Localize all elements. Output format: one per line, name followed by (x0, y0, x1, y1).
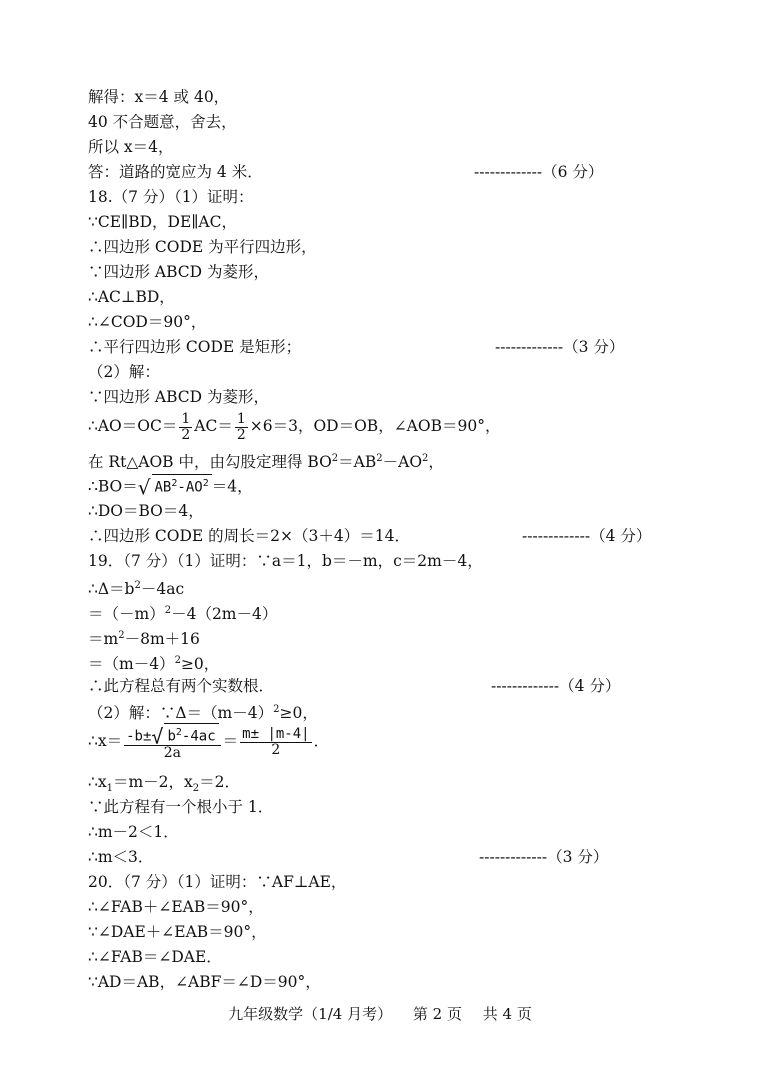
fraction-half (179, 412, 192, 443)
proof-line: ∵∠DAE＋∠EAB＝90°， (88, 923, 267, 941)
radical-sign: √ (137, 475, 151, 500)
solution-line: 40 不合题意，舍去， (88, 113, 237, 131)
exponent: 2 (134, 580, 141, 591)
part-heading (88, 700, 318, 723)
proof-line (88, 651, 219, 674)
text-segment: ≥0， (279, 704, 318, 723)
solution-line: ∵四边形 ABCD 为菱形， (88, 388, 270, 406)
text-segment: ＝m (88, 630, 119, 649)
simplified-fraction (240, 727, 311, 758)
solution-line: 解得：x＝4 或 40， (88, 88, 230, 106)
text-segment: －AO (382, 453, 423, 472)
text-segment: 在 Rt△AOB 中，由勾股定理得 BO (88, 453, 332, 472)
text-segment: ∴x＝ (88, 732, 123, 750)
proof-line (88, 576, 184, 599)
quadratic-formula-line (88, 722, 329, 761)
sqrt-line (88, 474, 253, 499)
radical-sign: √ (151, 724, 164, 749)
text-segment: ∴Δ＝b (88, 580, 135, 599)
score-marker: -------------（3 分） (495, 338, 625, 356)
exponent: 2 (174, 655, 181, 666)
proof-line: ∴∠COD＝90°， (88, 313, 207, 331)
text-segment: ＝m－2，x (112, 773, 193, 791)
proof-line: ∴此方程总有两个实数根． (88, 677, 275, 695)
fraction-line (88, 409, 500, 443)
radicand-term: -4ac (181, 728, 216, 745)
radicand-term: b (167, 728, 176, 745)
pythagoras-line (88, 449, 444, 472)
text-segment: －4（2m－4） (171, 605, 278, 624)
fraction-denominator: 2 (236, 426, 246, 443)
solution-line: 所以 x＝4， (88, 138, 174, 156)
text-segment: ＝（－m） (88, 605, 165, 624)
text-segment: ． (313, 732, 330, 750)
proof-line: ∴∠FAB＋∠EAB＝90°， (88, 898, 264, 916)
proof-line (88, 626, 200, 649)
answer-line: 答：道路的宽应为 4 米． (88, 163, 263, 181)
proof-line: ∵CE∥BD，DE∥AC， (88, 213, 237, 231)
fraction-numerator: 1 (236, 410, 246, 427)
proof-line: ∴四边形 CODE 为平行四边形， (88, 238, 317, 256)
text-segment: ＝2． (199, 773, 241, 791)
exponent: 2 (171, 478, 178, 489)
text-segment: ＝（m－4） (88, 655, 175, 674)
solution-line: ∴m－2＜1． (88, 823, 179, 841)
radicand (164, 723, 218, 746)
fraction-numerator: m± |m-4| (242, 725, 310, 742)
exponent: 2 (422, 453, 429, 464)
radicand-term: -AO (177, 479, 203, 496)
exponent: 2 (202, 478, 209, 489)
exponent: 2 (164, 605, 172, 616)
solution-line: ∴四边形 CODE 的周长＝2×（3＋4）＝14． (88, 527, 410, 545)
solution-line: ∵此方程有一个根小于 1． (88, 798, 274, 816)
radicand-term: AB (154, 479, 172, 496)
proof-line: ∴平行四边形 CODE 是矩形； (88, 338, 302, 356)
text-segment: AC＝ (194, 417, 233, 435)
question-heading: 18.（7 分）（1）证明： (88, 188, 254, 206)
text-segment: ×6＝3，OD＝OB，∠AOB＝90°， (249, 417, 501, 435)
fraction-numerator: 1 (181, 410, 191, 427)
proof-line (88, 601, 277, 624)
text-segment: －8m＋16 (124, 630, 200, 649)
exponent: 2 (175, 726, 182, 738)
fraction-denominator: 2 (181, 426, 191, 443)
quadratic-formula-fraction (124, 723, 221, 762)
solution-line: ∴DO＝BO＝4， (88, 502, 204, 520)
text-segment: ≥0， (180, 655, 220, 674)
text-segment: ＝4， (211, 477, 253, 496)
text-segment: ＝ (222, 732, 239, 750)
text-segment: ∴AO＝OC＝ (88, 417, 178, 435)
page-footer (0, 1004, 760, 1024)
score-marker: -------------（6 分） (474, 163, 604, 181)
fraction-denominator: 2a (163, 745, 181, 762)
footer-page-number: 第 2 页 (412, 1005, 462, 1023)
subscript: 1 (106, 783, 113, 795)
score-marker: -------------（4 分） (522, 527, 652, 545)
exponent: 2 (118, 630, 125, 641)
exponent: 2 (273, 704, 280, 715)
fraction-numerator (124, 723, 221, 747)
score-marker: -------------（3 分） (479, 848, 609, 866)
formula-term: -b± (126, 728, 152, 745)
text-segment: ＝AB (338, 453, 377, 472)
radicand (152, 474, 212, 497)
question-heading: 19．（7 分）（1）证明：∵a＝1，b＝－m，c＝2m－4， (88, 552, 483, 570)
part-heading: （2）解： (88, 363, 160, 381)
fraction-half (235, 412, 248, 443)
exponent: 2 (331, 453, 339, 464)
score-marker: -------------（4 分） (491, 677, 621, 695)
text-segment: ∴BO＝ (88, 477, 138, 496)
fraction-denominator: 2 (271, 741, 281, 758)
proof-line: ∴AC⊥BD， (88, 288, 175, 306)
exponent: 2 (376, 453, 383, 464)
text-segment: ， (428, 453, 444, 472)
question-heading: 20．（7 分）（1）证明：∵AF⊥AE， (88, 873, 347, 891)
footer-total-pages: 共 4 页 (482, 1005, 532, 1023)
proof-line: ∴∠FAB＝∠DAE． (88, 948, 222, 966)
footer-course: 九年级数学（1/4 月考） (228, 1005, 393, 1023)
text-segment: （2）解：∵Δ＝（m－4） (88, 704, 274, 723)
text-segment: －4ac (140, 580, 185, 599)
proof-line: ∵四边形 ABCD 为菱形， (88, 263, 270, 281)
proof-line: ∵AD＝AB，∠ABF＝∠D＝90°， (88, 973, 321, 991)
solution-line (88, 772, 240, 799)
solution-line: ∴m＜3． (88, 848, 154, 866)
text-segment: ∴x (88, 773, 107, 791)
subscript: 2 (192, 783, 200, 795)
